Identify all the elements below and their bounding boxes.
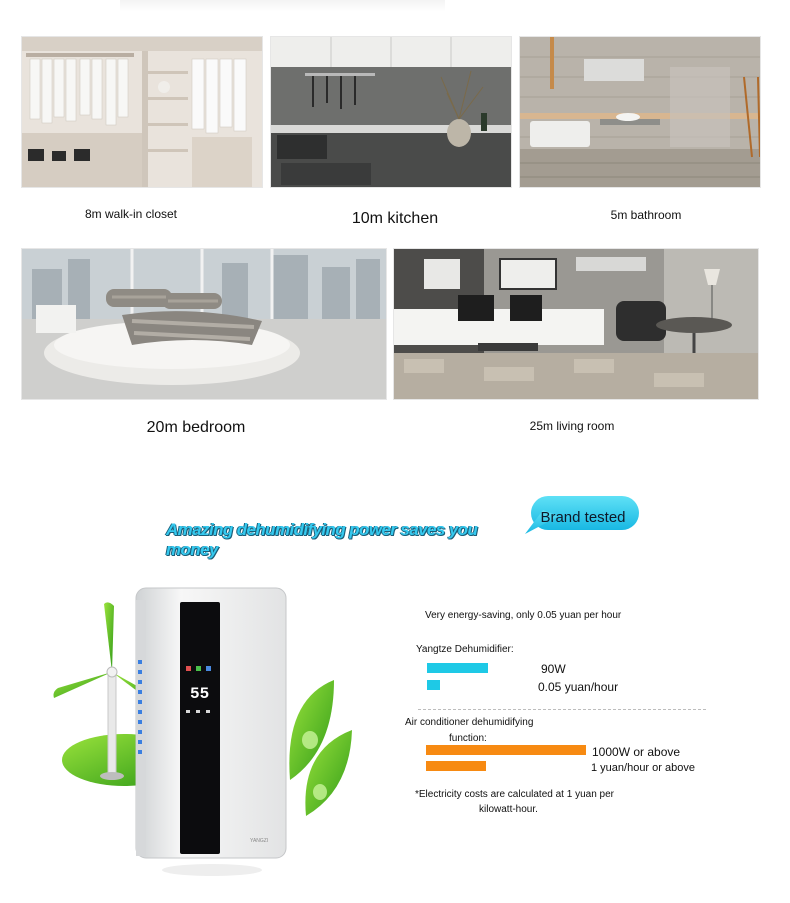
bedroom-photo: [21, 248, 387, 400]
yangtze-cost-bar: [427, 680, 440, 690]
yangtze-label: Yangtze Dehumidifier:: [416, 644, 514, 655]
kitchen-caption: 10m kitchen: [351, 210, 439, 227]
promo-headline: Amazing dehumidifying power saves you money: [166, 520, 478, 559]
footnote-line2: kilowatt-hour.: [479, 804, 538, 815]
brand-mark: YANGZI: [250, 838, 269, 844]
kitchen-photo: [270, 36, 512, 188]
ac-cost: 1 yuan/hour or above: [591, 762, 695, 774]
top-fade-strip: [120, 0, 445, 12]
yangtze-power-bar: [427, 663, 488, 673]
display-reading: 55: [190, 685, 210, 703]
ac-cost-bar: [426, 761, 486, 771]
living-room-caption: 25m living room: [529, 419, 615, 433]
energy-intro: Very energy-saving, only 0.05 yuan per hour: [425, 610, 622, 621]
yangtze-power: 90W: [541, 662, 566, 676]
bathroom-photo: [519, 36, 761, 188]
closet-caption: 8m walk-in closet: [84, 207, 178, 221]
ac-power: 1000W or above: [592, 745, 681, 759]
ac-label-line2: function:: [449, 733, 487, 744]
brand-tested-label: Brand tested: [540, 509, 626, 526]
dehumidifier-illustration: [44, 580, 374, 903]
divider-dashed: [418, 709, 706, 710]
bathroom-caption: 5m bathroom: [610, 208, 682, 222]
living-room-photo: [393, 248, 759, 400]
closet-photo: [21, 36, 263, 188]
bedroom-caption: 20m bedroom: [146, 419, 246, 436]
footnote-line1: *Electricity costs are calculated at 1 yuan per: [415, 789, 614, 800]
ac-label-line1: Air conditioner dehumidifying: [405, 717, 534, 728]
yangtze-cost: 0.05 yuan/hour: [538, 680, 619, 694]
ac-power-bar: [426, 745, 586, 755]
